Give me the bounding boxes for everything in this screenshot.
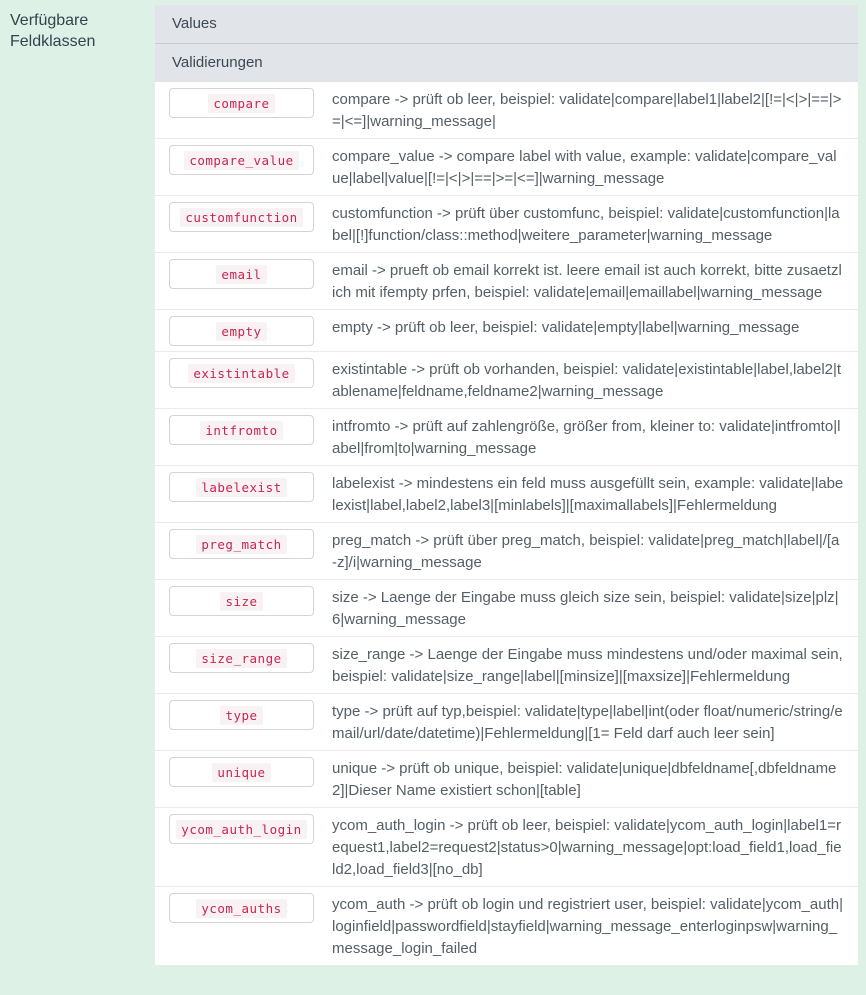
fieldclass-badge[interactable]: [169, 586, 314, 616]
table-header-values: Values: [155, 5, 858, 43]
fieldclass-badge-label: customfunction: [180, 208, 302, 227]
fieldclass-badge[interactable]: [169, 88, 314, 118]
fieldclass-badge-label: compare_value: [184, 151, 298, 170]
row-description: empty -> prüft ob leer, beispiel: validate|empty|label|warning_message: [332, 319, 800, 336]
fieldclass-badge-label: email: [216, 265, 266, 284]
row-description: compare_value -> compare label with value, example: validate|compare_value|label|value|[!=|<|>|==|>=|<=]|warning_message: [332, 148, 837, 187]
fieldclass-badge-label: type: [220, 706, 262, 725]
fieldclass-table: [155, 5, 858, 965]
fieldclass-badge[interactable]: [169, 145, 314, 175]
fieldclass-badge-label: existintable: [188, 364, 294, 383]
fieldclass-badge-label: unique: [212, 763, 270, 782]
table-row: [155, 351, 858, 408]
row-description: size_range -> Laenge der Eingabe muss mindestens und/oder maximal sein, beispiel: validate|size_range|label|[minsize]|[maxsize]|Fehlermeldung: [332, 646, 843, 685]
fieldclass-badge-label: size_range: [196, 649, 286, 668]
fieldclass-badge[interactable]: [169, 202, 314, 232]
row-description: ycom_auth_login -> prüft ob leer, beispiel: validate|ycom_auth_login|label1=request1,label2=request2|status>0|warning_message|opt:load_field1,load_field2,load_field3|[no_db]: [332, 817, 842, 878]
row-description: compare -> prüft ob leer, beispiel: validate|compare|label1|label2|[!=|<|>|==|>=|<=]|warning_message|: [332, 91, 842, 130]
fieldclass-badge[interactable]: [169, 472, 314, 502]
row-description: type -> prüft auf typ,beispiel: validate|type|label|int(oder float/numeric/string/email/url/date/datetime)|Fehlermeldung|[1= Feld darf auch leer sein]: [332, 703, 843, 742]
table-row: [155, 693, 858, 750]
table-row: [155, 886, 858, 965]
table-row: [155, 195, 858, 252]
table-row: [155, 252, 858, 309]
fieldclass-badge-label: empty: [216, 322, 266, 341]
fieldclass-badge-label: compare: [208, 94, 274, 113]
table-row: [155, 138, 858, 195]
fieldclass-badge-label: size: [220, 592, 262, 611]
row-description: size -> Laenge der Eingabe muss gleich size sein, beispiel: validate|size|plz|6|warning_message: [332, 589, 839, 628]
table-row: [155, 579, 858, 636]
table-row: [155, 309, 858, 351]
table-row: [155, 82, 858, 138]
table-row: [155, 465, 858, 522]
fieldclass-badge[interactable]: [169, 316, 314, 346]
fieldclass-badge-label: preg_match: [196, 535, 286, 554]
table-row: [155, 636, 858, 693]
page-title: Verfügbare Feldklassen: [10, 12, 96, 50]
row-description: preg_match -> prüft über preg_match, beispiel: validate|preg_match|label|/[a-z]/i|warning_message: [332, 532, 840, 571]
fieldclass-badge-label: ycom_auths: [196, 899, 286, 918]
fieldclass-badge[interactable]: [169, 358, 314, 388]
fieldclass-badge[interactable]: [169, 700, 314, 730]
row-description: labelexist -> mindestens ein feld muss ausgefüllt sein, example: validate|labelexist|label,label2,label3|[minlabels]|[maximallabels]|Fehlermeldung: [332, 475, 844, 514]
fieldclass-badge[interactable]: [169, 643, 314, 673]
fieldclass-badge[interactable]: [169, 415, 314, 445]
fieldclass-badge[interactable]: [169, 893, 314, 923]
table-row: [155, 408, 858, 465]
fieldclass-badge-label: labelexist: [196, 478, 286, 497]
table-header-validierungen: Validierungen: [155, 43, 858, 82]
fieldclass-badge[interactable]: [169, 757, 314, 787]
table-body: [155, 82, 858, 965]
fieldclass-badge-label: ycom_auth_login: [176, 820, 306, 839]
fieldclass-badge[interactable]: [169, 259, 314, 289]
fieldclass-badge[interactable]: [169, 529, 314, 559]
row-description: intfromto -> prüft auf zahlengröße, größer from, kleiner to: validate|intfromto|label|from|to|warning_message: [332, 418, 841, 457]
row-description: customfunction -> prüft über customfunc, beispiel: validate|customfunction|label|[!]function/class::method|weitere_parameter|warning_message: [332, 205, 840, 244]
row-description: unique -> prüft ob unique, beispiel: validate|unique|dbfeldname[,dbfeldname2]|Dieser Name existiert schon|[table]: [332, 760, 837, 799]
table-row: [155, 522, 858, 579]
fieldclass-badge-label: intfromto: [200, 421, 282, 440]
row-description: ycom_auth -> prüft ob login und registriert user, beispiel: validate|ycom_auth|loginfield|passwordfield|stayfield|warning_message_enterloginpsw|warning_message_login_failed: [332, 896, 843, 957]
table-row: [155, 807, 858, 886]
row-description: existintable -> prüft ob vorhanden, beispiel: validate|existintable|label,label2|tablename|feldname,feldname2|warning_message: [332, 361, 842, 400]
fieldclass-badge[interactable]: [169, 814, 314, 844]
row-description: email -> prueft ob email korrekt ist. leere email ist auch korrekt, bitte zusaetzlich mit ifempty prfen, beispiel: validate|email|emaillabel|warning_message: [332, 262, 842, 301]
table-row: [155, 750, 858, 807]
